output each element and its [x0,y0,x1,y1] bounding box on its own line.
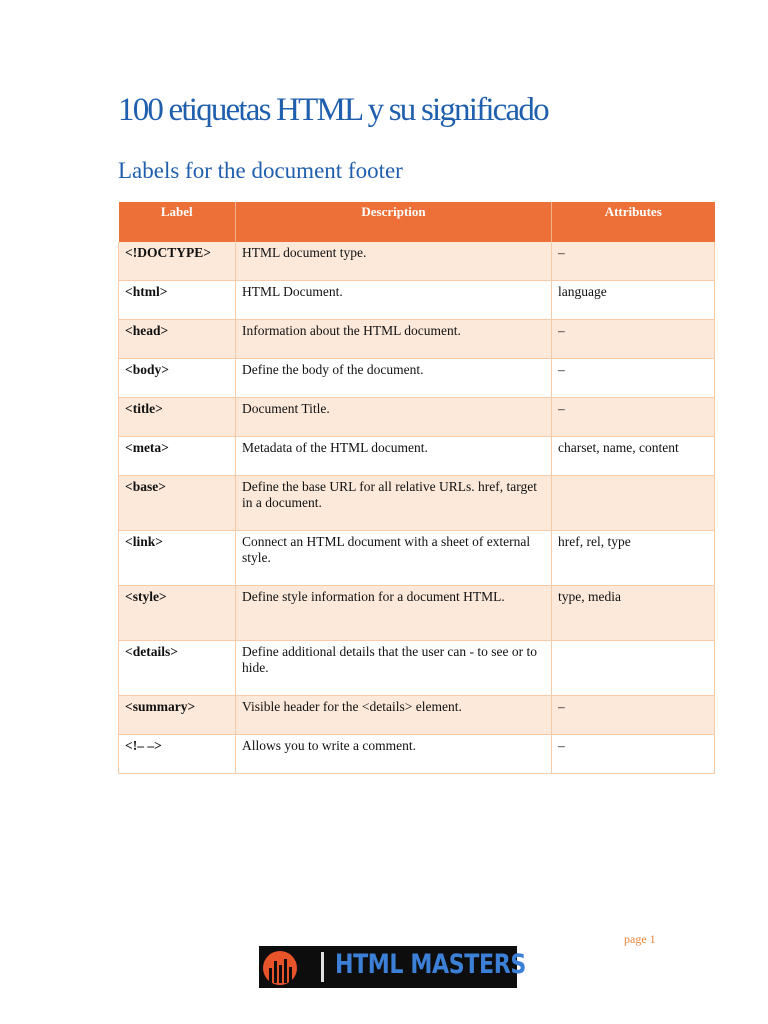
tag-attributes: language [552,281,715,320]
tag-label: <link> [119,531,236,586]
tag-attributes: – [552,735,715,774]
table-row [119,242,715,281]
table-row [119,641,715,696]
tag-label: <body> [119,359,236,398]
table-row [119,281,715,320]
table-row [119,320,715,359]
tag-description: Visible header for the <details> element. [236,696,552,735]
tag-attributes [552,641,715,696]
tag-description: Define style information for a document HTML. [236,586,552,641]
table-row [119,531,715,586]
tag-description: Information about the HTML document. [236,320,552,359]
tag-label: <title> [119,398,236,437]
header-description: Description [236,202,552,242]
tag-label: <summary> [119,696,236,735]
tag-description: Define the body of the document. [236,359,552,398]
tag-label: <details> [119,641,236,696]
table-row [119,735,715,774]
tag-label: <base> [119,476,236,531]
section-title: Labels for the document footer [118,158,403,183]
tag-description: Define the base URL for all relative URLs. href, target in a document. [236,476,552,531]
logo-text: HTML MASTERS [335,949,526,980]
tag-label: <html> [119,281,236,320]
table-row [119,586,715,641]
html-tags-table [118,202,715,774]
tag-description: HTML Document. [236,281,552,320]
table-row [119,696,715,735]
tag-description: Connect an HTML document with a sheet of external style. [236,531,552,586]
tag-label: <!– –> [119,735,236,774]
logo-bars-icon [261,948,299,986]
tag-description: Metadata of the HTML document. [236,437,552,476]
table-row [119,359,715,398]
tag-attributes [552,476,715,531]
page-number: page 1 [624,932,656,946]
table-header-row [119,202,715,242]
tag-attributes: – [552,320,715,359]
tag-attributes: – [552,398,715,437]
table-row [119,476,715,531]
tag-attributes: href, rel, type [552,531,715,586]
tag-description: HTML document type. [236,242,552,281]
logo-divider [321,952,324,982]
tag-attributes: charset, name, content [552,437,715,476]
tag-label: <head> [119,320,236,359]
tag-description: Define additional details that the user can - to see or to hide. [236,641,552,696]
tag-label: <style> [119,586,236,641]
tag-attributes: – [552,242,715,281]
header-attributes: Attributes [552,202,715,242]
tag-description: Allows you to write a comment. [236,735,552,774]
tag-attributes: type, media [552,586,715,641]
tag-description: Document Title. [236,398,552,437]
document-title: 100 etiquetas HTML y su significado [118,92,548,128]
tag-label: <!DOCTYPE> [119,242,236,281]
tag-label: <meta> [119,437,236,476]
header-label: Label [119,202,236,242]
tag-attributes: – [552,696,715,735]
tag-attributes: – [552,359,715,398]
html-masters-logo [259,946,526,988]
table-row [119,437,715,476]
table-row [119,398,715,437]
